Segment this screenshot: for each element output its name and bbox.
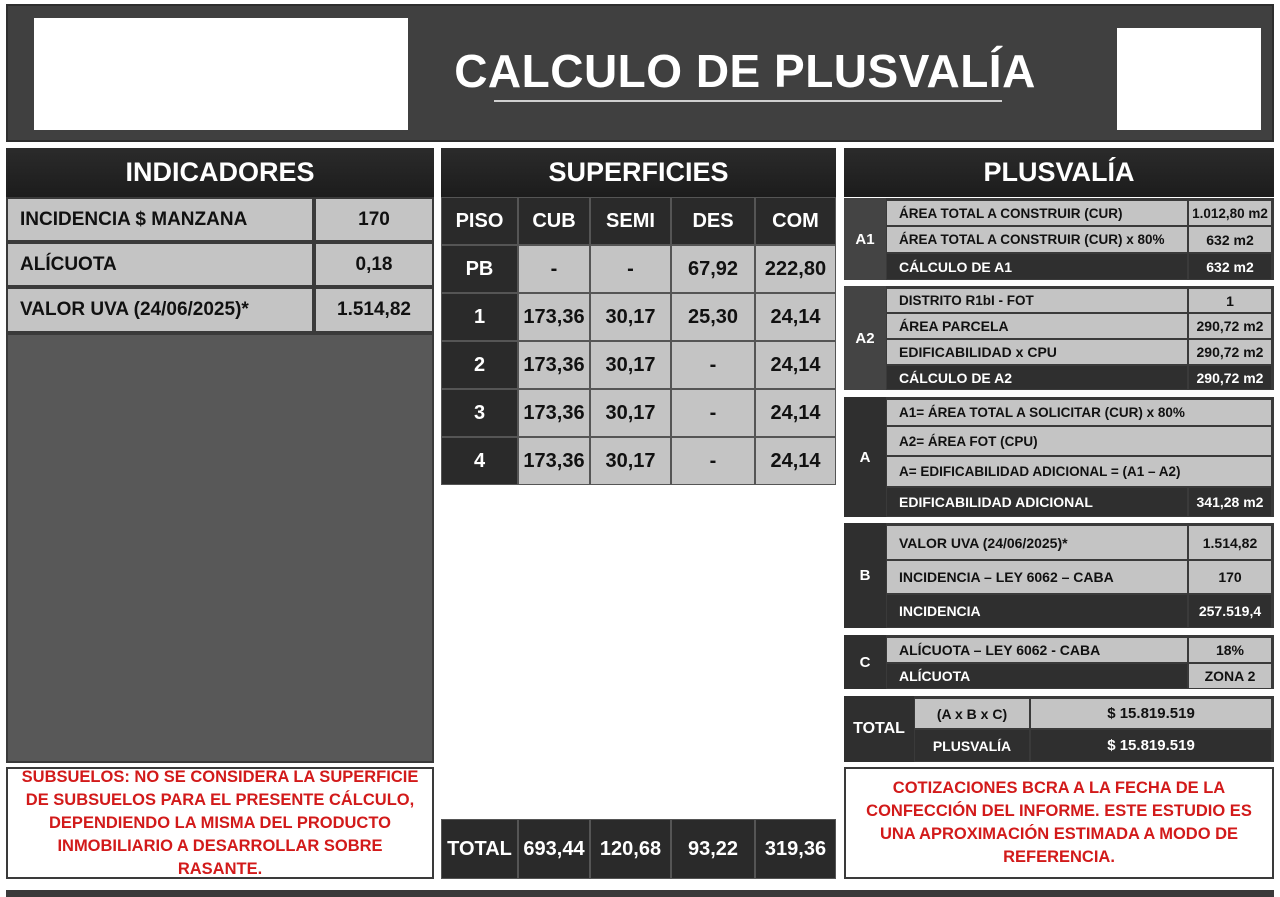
b-value-incidencia: 257.519,4 [1188,594,1272,628]
a2-value-calculo: 290,72 m2 [1188,365,1272,390]
c-value-alicuota: ZONA 2 [1188,663,1272,689]
a-formula-a: A= EDIFICABILIDAD ADICIONAL = (A1 – A2) [886,456,1272,487]
plusvalia-title: PLUSVALÍA [844,148,1274,197]
superficies-header-des: DES [671,197,755,245]
superficies-total-des: 93,22 [671,819,755,879]
a2-label-distrito: DISTRITO R1bI - FOT [886,288,1188,313]
superficies-cell: 24,14 [755,437,836,485]
superficies-header-semi: SEMI [590,197,671,245]
superficies-cell: 67,92 [671,245,755,293]
b-label-valor-uva: VALOR UVA (24/06/2025)* [886,525,1188,560]
superficies-cell: 222,80 [755,245,836,293]
total-value-formula: $ 15.819.519 [1030,698,1272,729]
c-label-alicuota: ALÍCUOTA [886,663,1188,689]
superficies-title: SUPERFICIES [441,148,836,197]
a1-value-area-total: 1.012,80 m2 [1188,200,1272,226]
superficies-total-cub: 693,44 [518,819,590,879]
indicadores-empty-area [6,333,434,763]
superficies-total-com: 319,36 [755,819,836,879]
superficies-piso: 2 [441,341,518,389]
a2-value-distrito: 1 [1188,288,1272,313]
superficies-cell: - [671,341,755,389]
title-underline [494,100,1002,102]
superficies-cell: 30,17 [590,437,671,485]
a2-label-calculo: CÁLCULO DE A2 [886,365,1188,390]
a-tag: A [844,397,886,517]
indicador-value-valor-uva: 1.514,82 [314,287,434,333]
indicador-value-alicuota: 0,18 [314,242,434,287]
a2-label-edificabilidad: EDIFICABILIDAD x CPU [886,339,1188,365]
superficies-cell: 24,14 [755,389,836,437]
superficies-cell: - [671,389,755,437]
superficies-piso: 1 [441,293,518,341]
superficies-cell: 173,36 [518,389,590,437]
total-label-plusvalia: PLUSVALÍA [914,729,1030,762]
logo-right-placeholder [1117,28,1261,130]
a2-value-edificabilidad: 290,72 m2 [1188,339,1272,365]
b-value-valor-uva: 1.514,82 [1188,525,1272,560]
indicador-label-valor-uva: VALOR UVA (24/06/2025)* [6,287,314,333]
a1-tag: A1 [844,198,886,280]
superficies-header-cub: CUB [518,197,590,245]
superficies-total-label: TOTAL [441,819,518,879]
c-label-alicuota-ley: ALÍCUOTA – LEY 6062 - CABA [886,637,1188,663]
superficies-cell: 24,14 [755,341,836,389]
bottom-border [6,890,1274,897]
b-label-incidencia: INCIDENCIA [886,594,1188,628]
a-formula-a1: A1= ÁREA TOTAL A SOLICITAR (CUR) x 80% [886,399,1272,426]
a1-label-area-80: ÁREA TOTAL A CONSTRUIR (CUR) x 80% [886,226,1188,253]
indicador-value-incidencia: 170 [314,197,434,242]
total-value-plusvalia: $ 15.819.519 [1030,729,1272,762]
c-tag: C [844,635,886,689]
b-value-incidencia-ley: 170 [1188,560,1272,594]
a2-value-area-parcela: 290,72 m2 [1188,313,1272,339]
a-result-label: EDIFICABILIDAD ADICIONAL [886,487,1188,517]
subsuelos-note: SUBSUELOS: NO SE CONSIDERA LA SUPERFICIE DE SUBSUELOS PARA EL PRESENTE CÁLCULO, DEPENDIENDO LA MISMA DEL PRODUCTO INMOBILIARIO A DESARROLLAR SOBRE RASANTE. [6,767,434,879]
logo-left-placeholder [34,18,408,130]
a1-value-area-80: 632 m2 [1188,226,1272,253]
b-tag: B [844,523,886,628]
a1-value-calculo: 632 m2 [1188,253,1272,280]
superficies-total-semi: 120,68 [590,819,671,879]
superficies-cell: - [590,245,671,293]
superficies-cell: 173,36 [518,341,590,389]
indicador-label-incidencia: INCIDENCIA $ MANZANA [6,197,314,242]
indicador-label-alicuota: ALÍCUOTA [6,242,314,287]
superficies-cell: - [671,437,755,485]
superficies-header-com: COM [755,197,836,245]
c-value-alicuota-ley: 18% [1188,637,1272,663]
superficies-cell: 30,17 [590,293,671,341]
total-tag: TOTAL [844,696,914,762]
superficies-cell: 30,17 [590,389,671,437]
total-label-formula: (A x B x C) [914,698,1030,729]
page-title: CALCULO DE PLUSVALÍA [454,45,1036,97]
superficies-cell: 24,14 [755,293,836,341]
superficies-cell: 25,30 [671,293,755,341]
superficies-cell: 173,36 [518,437,590,485]
a-result-value: 341,28 m2 [1188,487,1272,517]
superficies-piso: PB [441,245,518,293]
superficies-piso: 4 [441,437,518,485]
a1-label-calculo: CÁLCULO DE A1 [886,253,1188,280]
a2-tag: A2 [844,286,886,390]
a-formula-a2: A2= ÁREA FOT (CPU) [886,426,1272,456]
cotizaciones-note: COTIZACIONES BCRA A LA FECHA DE LA CONFECCIÓN DEL INFORME. ESTE ESTUDIO ES UNA APROXIMACIÓN ESTIMADA A MODO DE REFERENCIA. [844,767,1274,879]
superficies-cell: - [518,245,590,293]
b-label-incidencia-ley: INCIDENCIA – LEY 6062 – CABA [886,560,1188,594]
a1-label-area-total: ÁREA TOTAL A CONSTRUIR (CUR) [886,200,1188,226]
superficies-cell: 173,36 [518,293,590,341]
superficies-header-piso: PISO [441,197,518,245]
superficies-piso: 3 [441,389,518,437]
superficies-cell: 30,17 [590,341,671,389]
indicadores-title: INDICADORES [6,148,434,197]
a2-label-area-parcela: ÁREA PARCELA [886,313,1188,339]
